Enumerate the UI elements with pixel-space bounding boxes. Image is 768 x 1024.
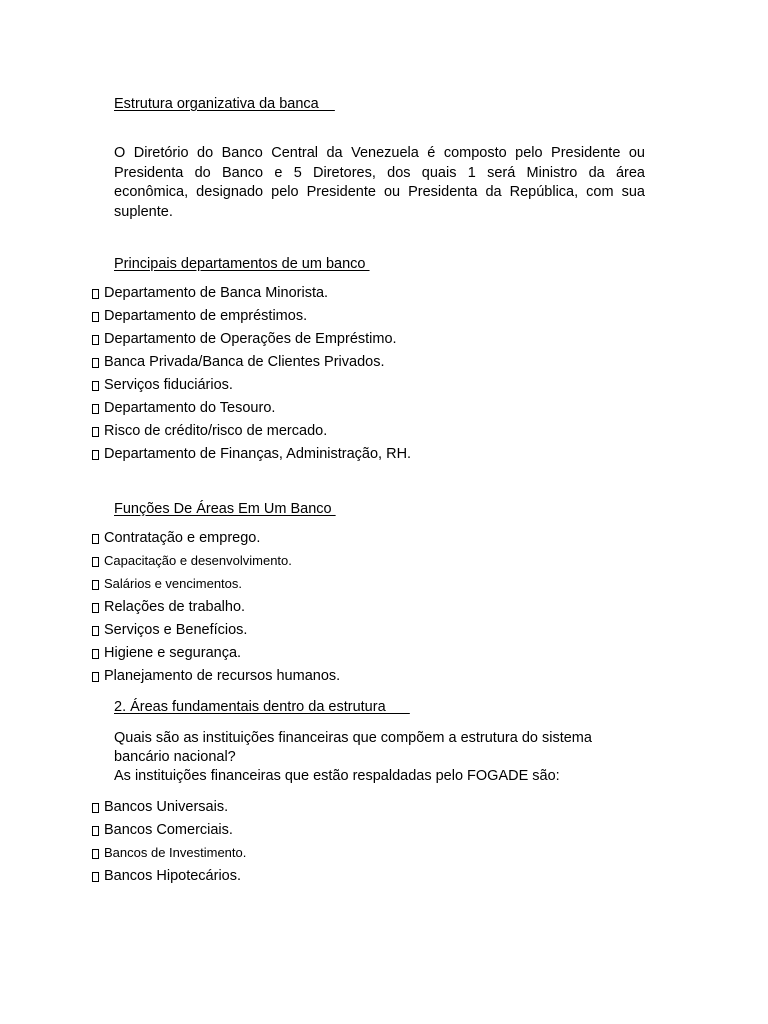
- bullet-box-icon: [92, 427, 99, 437]
- bullet-box-icon: [92, 312, 99, 322]
- bullet-box-icon: [92, 534, 99, 544]
- bullet-box-icon: [92, 872, 99, 882]
- bullet-box-icon: [92, 849, 99, 859]
- section-heading-funcoes: Funções De Áreas Em Um Banco: [114, 501, 336, 517]
- bullet-box-icon: [92, 672, 99, 682]
- paragraph-line: econômica, designado pelo Presidente ou Presidenta da República, com sua: [114, 184, 645, 200]
- section-heading-estrutura: Estrutura organizativa da banca: [114, 96, 335, 112]
- section-heading-departamentos: Principais departamentos de um banco: [114, 256, 370, 272]
- bullet-box-icon: [92, 649, 99, 659]
- bullet-box-icon: [92, 826, 99, 836]
- bullet-box-icon: [92, 626, 99, 636]
- bullet-box-icon: [92, 557, 99, 567]
- document-page: Estrutura organizativa da banca O Diretório do Banco Central da Venezuela é composto pelo Presidente ou Presidenta do Banco e 5 Diretores, dos quais 1 será Ministro da área econômica, designado pelo Presidente ou Presidenta da República, com sua suplente. Principais departamentos de um banco Departamento de Banca Minorista. Departamento de empréstimos. Departamento de Operações de Empréstimo. Banca Privada/Banca de Clientes Privados. Serviços fiduciários. Departamento do Tesouro. Risco de crédito/risco de mercado. Departamento de Finanças, Administração, RH. Funções De Áreas Em Um Banco Contratação e emprego. Capacitação e desenvolvimento. Salários e vencimentos. Relações de trabalho. Serviços e Benefícios. Higiene e segurança. Planejamento de recursos humanos. 2. Áreas fundamentais dentro da estrutura Quais são as instituições financeiras que compõem a estrutura do sistema bancário nacional? As instituições financeiras que estão respaldadas pelo FOGADE são: Bancos Universais. Bancos Comerciais. Bancos de Investimento. Bancos Hipotecários.: [0, 0, 768, 1024]
- section-heading-areas: 2. Áreas fundamentais dentro da estrutura: [114, 699, 410, 715]
- paragraph-line: Presidenta do Banco e 5 Diretores, dos quais 1 será Ministro da área: [114, 164, 645, 181]
- paragraph-diretorio: [114, 144, 645, 222]
- bullet-box-icon: [92, 335, 99, 345]
- bullet-box-icon: [92, 803, 99, 813]
- bullet-box-icon: [92, 450, 99, 460]
- paragraph-line: O Diretório do Banco Central da Venezuela é composto pelo Presidente ou: [114, 145, 645, 161]
- bullet-box-icon: [92, 580, 99, 590]
- bullet-box-icon: [92, 404, 99, 414]
- answer-line: As instituições financeiras que estão respaldadas pelo FOGADE são:: [114, 768, 560, 784]
- question-line: bancário nacional?: [114, 749, 236, 765]
- bullet-box-icon: [92, 358, 99, 368]
- question-line: Quais são as instituições financeiras que compõem a estrutura do sistema: [114, 730, 592, 746]
- bullet-box-icon: [92, 603, 99, 613]
- bullet-box-icon: [92, 381, 99, 391]
- bullet-box-icon: [92, 289, 99, 299]
- paragraph-line: suplente.: [114, 203, 173, 220]
